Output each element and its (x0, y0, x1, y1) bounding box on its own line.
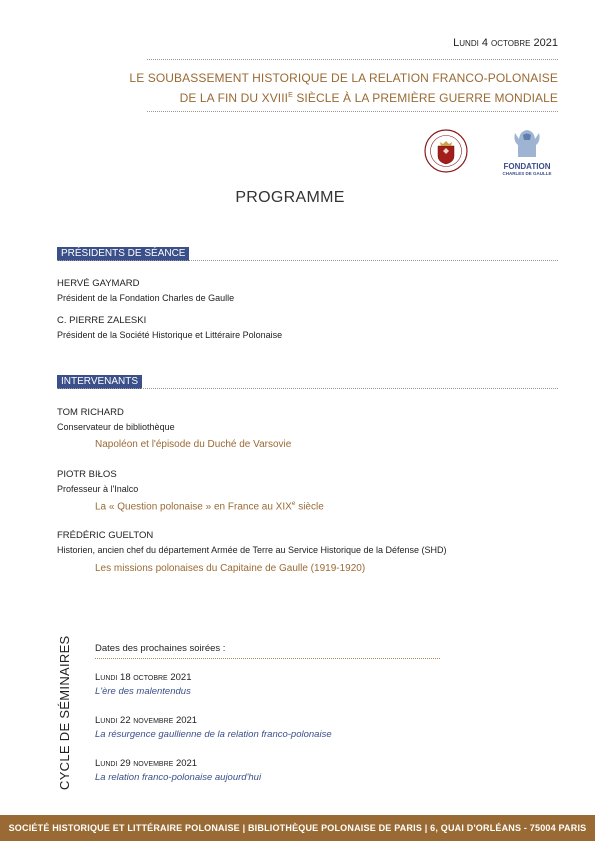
fondation-label: FONDATION (503, 162, 551, 171)
title-line-1: LE SOUBASSEMENT HISTORIQUE DE LA RELATION FRANCO-POLONAISE (129, 71, 558, 85)
president-role: Président de la Fondation Charles de Gaulle (57, 293, 235, 303)
president-role: Président de la Société Historique et Littéraire Polonaise (57, 330, 283, 340)
footer-bar: SOCIÉTÉ HISTORIQUE ET LITTÉRAIRE POLONAISE | BIBLIOTHÈQUE POLONAISE DE PARIS | 6, QUAI D'ORLÉANS - 75004 PARIS (0, 815, 595, 841)
speaker-talk-title: Les missions polonaises du Capitaine de Gaulle (1919-1920) (95, 563, 366, 574)
event-date: Lundi 4 octobre 2021 (453, 37, 558, 49)
speaker-role: Conservateur de bibliothèque (57, 422, 175, 432)
speaker-role: Professeur à l'Inalco (57, 484, 139, 494)
cycle-vertical-label: CYCLE DE SÉMINAIRES (57, 635, 72, 790)
next-dates-heading: Dates des prochaines soirées : (95, 643, 226, 654)
divider-title (147, 111, 558, 112)
title-line-2: DE LA FIN DU $XVIII^E$ SIÈCLE À LA PREMIÈRE GUERRE MONDIALE (179, 91, 558, 105)
fondation-sublabel: CHARLES DE GAULLE (502, 171, 552, 176)
speaker-talk-title: La « Question polonaise » en France au XIXe siècle (95, 500, 324, 513)
president-name: C. PIERRE ZALESKI (57, 315, 147, 326)
speaker-name: TOM RICHARD (57, 407, 124, 418)
speaker-name: FRÉDÉRIC GUELTON (57, 530, 154, 541)
event-title-item: La relation franco-polonaise aujourd'hui (95, 772, 262, 783)
speaker-name: PIOTR BIŁOS (57, 469, 117, 480)
president-name: HERVÉ GAYMARD (57, 278, 140, 289)
speaker-role: Historien, ancien chef du département Armée de Terre au Service Historique de la Défense (SHD) (57, 545, 447, 555)
next-dates-rule (95, 658, 440, 659)
programme-heading: PROGRAMME (235, 189, 345, 206)
event-date-item: Lundi 18 octobre 2021 (95, 672, 192, 683)
event-date-item: Lundi 29 novembre 2021 (95, 758, 198, 769)
divider-top (147, 59, 558, 60)
event-date-item: Lundi 22 novembre 2021 (95, 715, 198, 726)
event-title-item: La résurgence gaullienne de la relation franco-polonaise (95, 729, 332, 740)
fondation-cdg-logo (500, 127, 554, 177)
presidents-rule (57, 260, 558, 261)
speaker-talk-title: Napoléon et l'épisode du Duché de Varsovie (95, 439, 292, 450)
event-title-item: L'ère des malentendus (95, 686, 191, 697)
intervenants-rule (57, 388, 558, 389)
presidents-tag: PRÉSIDENTS DE SÉANCE (57, 247, 189, 261)
cdg-silhouette-icon (500, 127, 554, 157)
intervenants-tag: INTERVENANTS (57, 375, 142, 389)
page-title (129, 70, 558, 107)
shlp-seal-logo (423, 128, 469, 174)
